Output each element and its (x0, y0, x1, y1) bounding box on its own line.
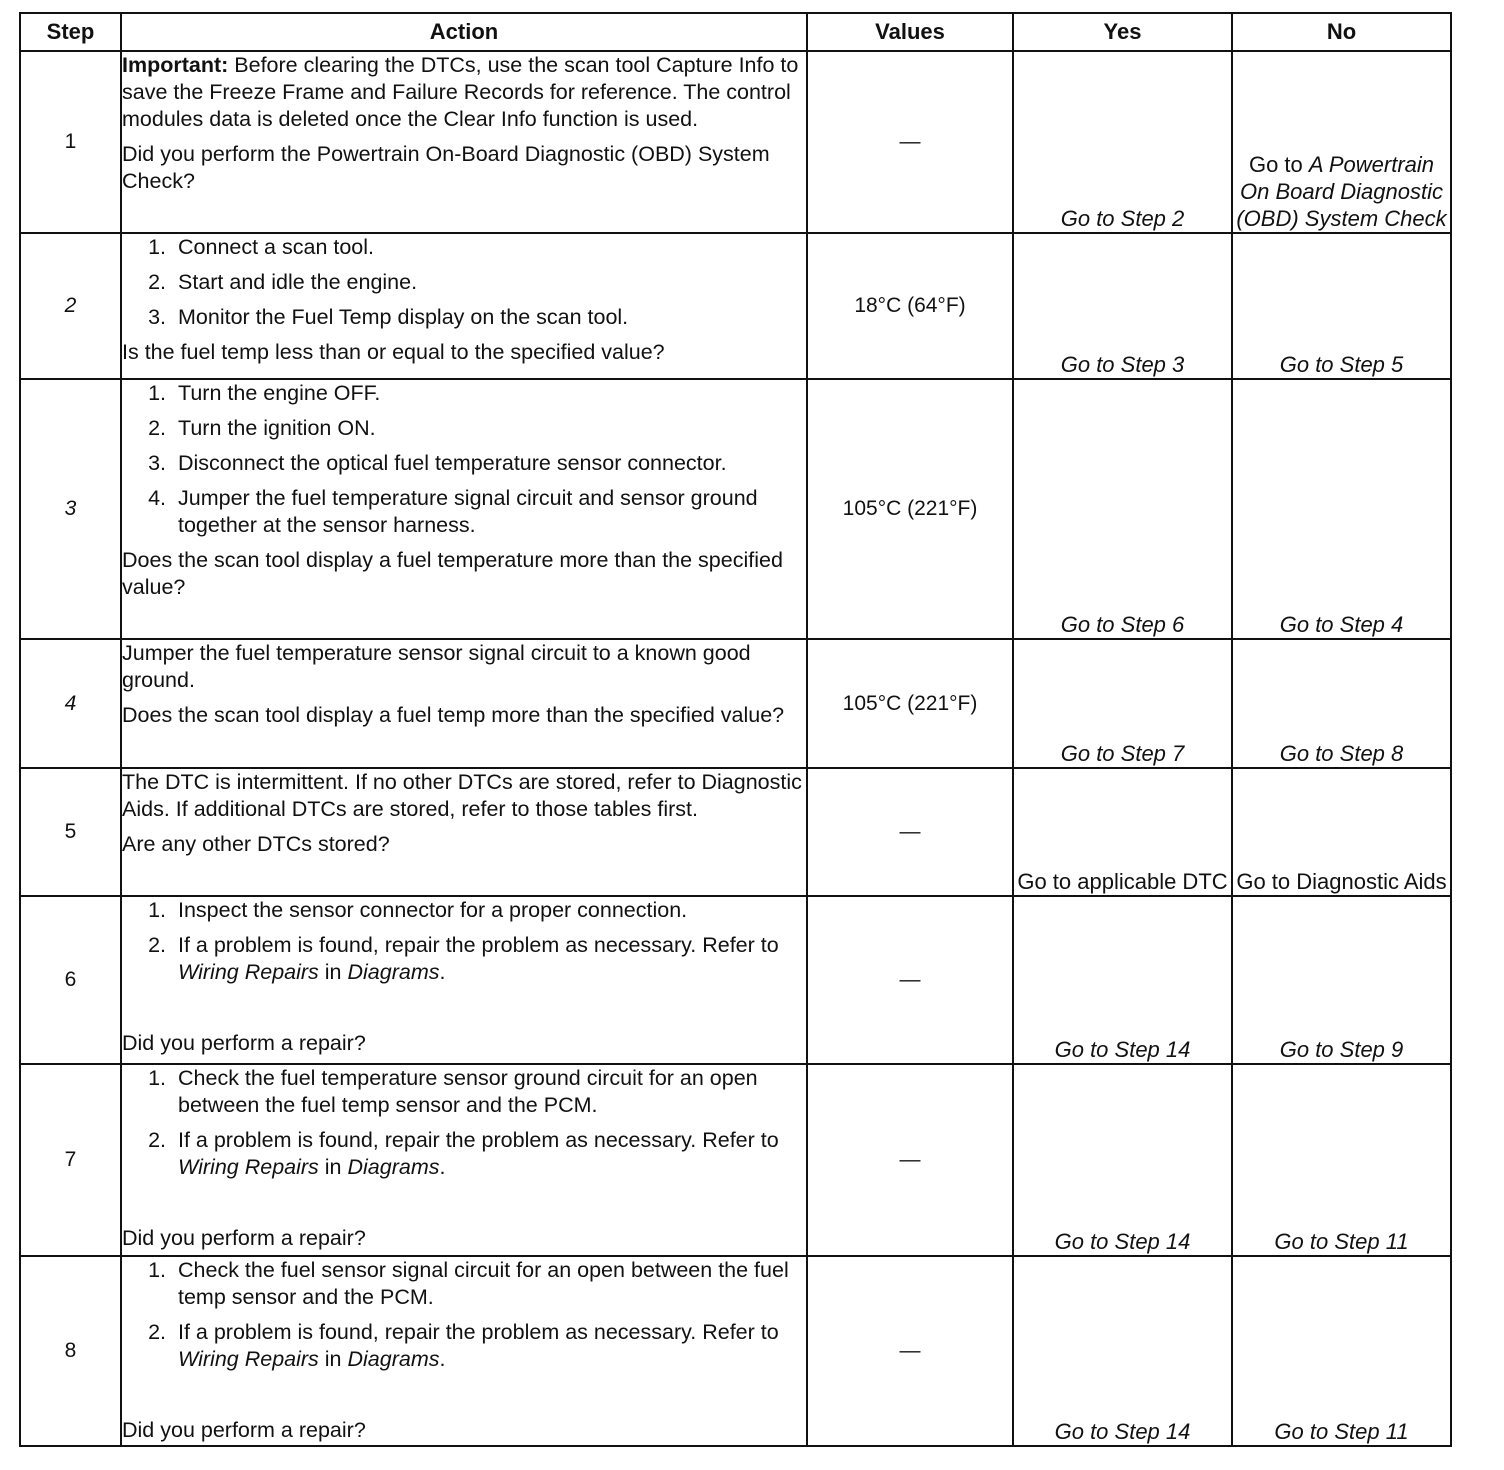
action-cell (121, 379, 807, 639)
step-question: Does the scan tool display a fuel temperature more than the specified value? (122, 548, 783, 599)
step-number: 6 (20, 896, 121, 1064)
yes-link[interactable]: Go to Step 3 (1013, 233, 1232, 379)
header-no: No (1232, 13, 1451, 51)
action-cell (121, 233, 807, 379)
header-step: Step (20, 13, 121, 51)
step-question: Did you perform the Powertrain On-Board Diagnostic (OBD) System Check? (122, 142, 770, 193)
value-cell: 18°C (64°F) (807, 233, 1013, 379)
instruction-list (122, 234, 806, 331)
no-link[interactable]: Go to Step 11 (1232, 1256, 1451, 1446)
no-link[interactable]: Go to Step 9 (1232, 896, 1451, 1064)
diagrams-link[interactable]: Diagrams (347, 1155, 440, 1179)
step-question: Did you perform a repair? (122, 1418, 366, 1442)
important-note (122, 52, 806, 133)
step-number: 1 (20, 51, 121, 233)
table-row (20, 233, 1451, 379)
action-cell (121, 1256, 807, 1446)
list-item: 1. Check the fuel sensor signal circuit for an open between the fuel temp sensor and the PCM. (148, 1258, 789, 1309)
table-row (20, 896, 1451, 1064)
list-item: 3. Disconnect the optical fuel temperature sensor connector. (148, 451, 727, 475)
yes-link[interactable]: Go to Step 7 (1013, 639, 1232, 768)
no-link[interactable]: Go to Step 11 (1232, 1064, 1451, 1256)
list-item: 1. Inspect the sensor connector for a proper connection. (148, 898, 688, 922)
action-cell (121, 896, 807, 1064)
instruction-list (122, 897, 806, 986)
list-item: 3. Monitor the Fuel Temp display on the scan tool. (148, 305, 629, 329)
step-number: 8 (20, 1256, 121, 1446)
value-cell: 105°C (221°F) (807, 379, 1013, 639)
no-link[interactable]: Go to Step 5 (1232, 233, 1451, 379)
yes-link[interactable]: Go to Step 6 (1013, 379, 1232, 639)
step-text: Jumper the fuel temperature sensor signal circuit to a known good ground. (122, 641, 751, 692)
step-question: Does the scan tool display a fuel temp more than the specified value? (122, 703, 785, 727)
step-text: The DTC is intermittent. If no other DTCs are stored, refer to Diagnostic Aids. If additional DTCs are stored, refer to those tables first. (122, 770, 802, 821)
no-link[interactable]: Go to Step 8 (1232, 639, 1451, 768)
no-link[interactable] (1232, 51, 1451, 233)
list-item: 2. Turn the ignition ON. (148, 416, 376, 440)
step-question: Did you perform a repair? (122, 1031, 366, 1055)
important-text: Before clearing the DTCs, use the scan tool Capture Info to save the Freeze Frame and Failure Records for reference. The control modules data is deleted once the Clear Info function is used. (122, 53, 799, 131)
instruction-list (122, 1065, 806, 1181)
table-row (20, 51, 1451, 233)
value-cell: — (807, 51, 1013, 233)
important-label: Important: (122, 53, 229, 77)
list-item: 2. If a problem is found, repair the problem as necessary. Refer to Wiring Repairs in Diagrams. (148, 1128, 779, 1179)
step-question: Did you perform a repair? (122, 1226, 366, 1250)
list-item: 2. If a problem is found, repair the problem as necessary. Refer to Wiring Repairs in Diagrams. (148, 1320, 779, 1371)
wiring-repairs-link[interactable]: Wiring Repairs (178, 960, 319, 984)
list-item: 4. Jumper the fuel temperature signal circuit and sensor ground together at the sensor harness. (148, 486, 758, 537)
yes-link[interactable]: Go to Step 2 (1013, 51, 1232, 233)
instruction-list (122, 380, 806, 539)
header-row (20, 13, 1451, 51)
value-cell: — (807, 1064, 1013, 1256)
step-question: Are any other DTCs stored? (122, 832, 390, 856)
yes-link[interactable]: Go to Step 14 (1013, 1256, 1232, 1446)
action-cell (121, 1064, 807, 1256)
wiring-repairs-link[interactable]: Wiring Repairs (178, 1347, 319, 1371)
table-row (20, 379, 1451, 639)
action-cell (121, 51, 807, 233)
diagrams-link[interactable]: Diagrams (347, 1347, 440, 1371)
obd-system-check-link[interactable]: A Powertrain On Board Diagnostic (OBD) System Check (1236, 152, 1447, 231)
value-cell: — (807, 1256, 1013, 1446)
step-number: 4 (20, 639, 121, 768)
action-cell (121, 768, 807, 896)
action-cell (121, 639, 807, 768)
table-row (20, 1064, 1451, 1256)
value-cell: 105°C (221°F) (807, 639, 1013, 768)
list-item: 1. Connect a scan tool. (148, 235, 375, 259)
list-item: 1. Check the fuel temperature sensor ground circuit for an open between the fuel temp sensor and the PCM. (148, 1066, 758, 1117)
wiring-repairs-link[interactable]: Wiring Repairs (178, 1155, 319, 1179)
header-values: Values (807, 13, 1013, 51)
list-item: 2. If a problem is found, repair the problem as necessary. Refer to Wiring Repairs in Diagrams. (148, 933, 779, 984)
yes-link[interactable]: Go to applicable DTC (1013, 768, 1232, 896)
value-cell: — (807, 896, 1013, 1064)
step-question: Is the fuel temp less than or equal to the specified value? (122, 340, 665, 364)
header-yes: Yes (1013, 13, 1232, 51)
header-action: Action (121, 13, 807, 51)
table-row (20, 768, 1451, 896)
diagrams-link[interactable]: Diagrams (347, 960, 440, 984)
yes-link[interactable]: Go to Step 14 (1013, 1064, 1232, 1256)
step-number: 3 (20, 379, 121, 639)
table-row (20, 1256, 1451, 1446)
list-item: 1. Turn the engine OFF. (148, 381, 381, 405)
instruction-list (122, 1257, 806, 1373)
yes-link[interactable]: Go to Step 14 (1013, 896, 1232, 1064)
no-prefix: Go to (1248, 152, 1309, 177)
no-link[interactable]: Go to Diagnostic Aids (1232, 768, 1451, 896)
step-number: 7 (20, 1064, 121, 1256)
value-cell: — (807, 768, 1013, 896)
no-link[interactable]: Go to Step 4 (1232, 379, 1451, 639)
diagnostic-table (19, 12, 1452, 1447)
step-number: 2 (20, 233, 121, 379)
table-row (20, 639, 1451, 768)
step-number: 5 (20, 768, 121, 896)
list-item: 2. Start and idle the engine. (148, 270, 418, 294)
